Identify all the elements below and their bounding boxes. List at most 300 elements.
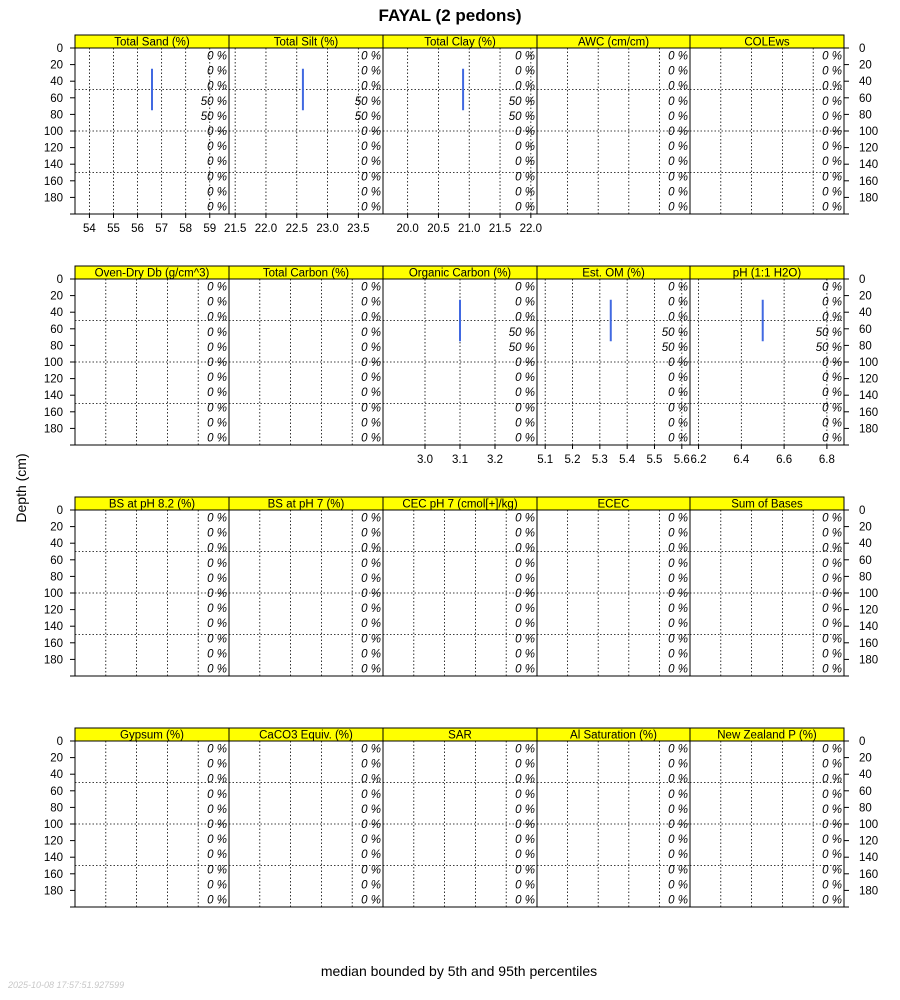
panel-18-pct-label: 0 % [668, 894, 688, 907]
panel-19-pct-label: 0 % [822, 803, 842, 816]
panel-2-x-tick-label: 21.5 [488, 223, 512, 235]
panel-12-pct-label: 0 % [515, 603, 535, 616]
panel-8-x-tick-label: 5.6 [673, 454, 690, 466]
panel-11-pct-label: 0 % [361, 648, 381, 661]
panel-18-pct-label: 0 % [668, 879, 688, 892]
y-axis-label: Depth (cm) [13, 453, 29, 523]
panel-2-x-tick-label: 20.0 [396, 223, 419, 235]
panel-0-x-tick-label: 54 [83, 223, 96, 235]
panel-12-pct-label: 0 % [515, 572, 535, 585]
panel-1-pct-label: 0 % [361, 171, 381, 184]
right-y-tick-label: 160 [859, 175, 879, 188]
left-y-tick-label: 80 [50, 109, 63, 122]
panel-5-pct-label: 0 % [207, 296, 227, 309]
left-y-tick-label: 60 [50, 323, 63, 336]
panel-8-pct-label: 0 % [668, 296, 688, 309]
right-y-tick-label: 180 [859, 654, 879, 667]
panel-9-pct-label: 0 % [822, 311, 842, 324]
panel-6-pct-label: 0 % [361, 357, 381, 369]
panel-4-pct-label: 0 % [822, 110, 842, 123]
panel-8-pct-label: 0 % [668, 281, 688, 294]
panel-grid [44, 35, 878, 907]
panel-17-pct-label: 0 % [515, 849, 535, 862]
right-y-tick-label: 0 [859, 736, 866, 748]
panel-8-x-tick-label: 5.1 [537, 454, 554, 466]
panel-5-pct-label: 0 % [207, 387, 227, 400]
panel-14-pct-label: 0 % [822, 542, 842, 555]
panel-14-pct-label: 0 % [822, 557, 842, 570]
panel-6-strip-label: Total Carbon (%) [262, 267, 350, 280]
panel-7-pct-label: 0 % [515, 417, 535, 430]
panel-9-pct-label: 0 % [822, 432, 842, 445]
right-y-tick-label: 100 [859, 588, 879, 600]
panel-1-strip-label: Total Silt (%) [273, 36, 339, 49]
panel-11-pct-label: 0 % [361, 557, 381, 570]
panel-9-pct-label: 50 % [815, 341, 842, 354]
panel-10-pct-label: 0 % [207, 527, 227, 540]
panel-14-pct-label: 0 % [822, 588, 842, 600]
panel-11-pct-label: 0 % [361, 527, 381, 540]
panel-5-pct-label: 0 % [207, 402, 227, 415]
panel-4-pct-label: 0 % [822, 141, 842, 154]
right-y-tick-label: 40 [859, 307, 872, 320]
right-y-tick-label: 160 [859, 868, 879, 881]
panel-16-pct-label: 0 % [361, 879, 381, 892]
panel-9-pct-label: 0 % [822, 402, 842, 415]
panel-2-pct-label: 0 % [515, 156, 535, 169]
panel-7-pct-label: 0 % [515, 372, 535, 385]
right-y-tick-label: 180 [859, 885, 879, 898]
left-y-tick-label: 100 [43, 357, 63, 369]
panel-8-pct-label: 0 % [668, 387, 688, 400]
panel-3-pct-label: 0 % [668, 186, 688, 199]
panel-13-pct-label: 0 % [668, 618, 688, 631]
panel-12-pct-label: 0 % [515, 527, 535, 540]
panel-8-pct-label: 0 % [668, 432, 688, 445]
panel-12-pct-label: 0 % [515, 588, 535, 600]
panel-2-pct-label: 0 % [515, 65, 535, 78]
panel-1-pct-label: 0 % [361, 126, 381, 138]
panel-9-pct-label: 0 % [822, 417, 842, 430]
panel-15-pct-label: 0 % [207, 788, 227, 801]
panel-13-pct-label: 0 % [668, 603, 688, 616]
panel-11-pct-label: 0 % [361, 588, 381, 600]
panel-12-pct-label: 0 % [515, 633, 535, 646]
right-y-tick-label: 120 [859, 604, 879, 617]
panel-11-strip-label: BS at pH 7 (%) [267, 498, 345, 511]
right-y-tick-label: 0 [859, 43, 866, 55]
panel-1-pct-label: 0 % [361, 201, 381, 214]
panel-15-pct-label: 0 % [207, 819, 227, 831]
panel-2-x-tick-label: 21.0 [458, 223, 481, 235]
left-y-tick-label: 80 [50, 340, 63, 353]
panel-10-pct-label: 0 % [207, 633, 227, 646]
panel-0-pct-label: 0 % [207, 50, 227, 63]
panel-14-pct-label: 0 % [822, 663, 842, 676]
right-y-tick-label: 80 [859, 802, 872, 815]
panel-10-pct-label: 0 % [207, 618, 227, 631]
panel-17-pct-label: 0 % [515, 834, 535, 847]
panel-13-pct-label: 0 % [668, 588, 688, 600]
panel-19-strip-label: New Zealand P (%) [717, 729, 817, 742]
panel-2-pct-label: 0 % [515, 141, 535, 154]
panel-3-pct-label: 0 % [668, 50, 688, 63]
panel-7-pct-label: 0 % [515, 281, 535, 294]
panel-0-strip-label: Total Sand (%) [114, 36, 190, 49]
panel-8-pct-label: 0 % [668, 417, 688, 430]
panel-18-pct-label: 0 % [668, 758, 688, 771]
left-y-tick-label: 20 [50, 59, 63, 72]
panel-16-pct-label: 0 % [361, 849, 381, 862]
left-y-tick-label: 100 [43, 126, 63, 138]
left-y-tick-label: 180 [43, 192, 63, 205]
panel-3-pct-label: 0 % [668, 141, 688, 154]
panel-5-pct-label: 0 % [207, 341, 227, 354]
panel-7-pct-label: 0 % [515, 296, 535, 309]
panel-19-pct-label: 0 % [822, 758, 842, 771]
panel-14-pct-label: 0 % [822, 603, 842, 616]
panel-1-x-tick-label: 22.5 [285, 223, 308, 235]
panel-16-pct-label: 0 % [361, 803, 381, 816]
panel-2-pct-label: 0 % [515, 50, 535, 63]
panel-16-pct-label: 0 % [361, 834, 381, 847]
panel-8-pct-label: 0 % [668, 311, 688, 324]
panel-0-x-tick-label: 55 [107, 223, 120, 235]
panel-14-pct-label: 0 % [822, 512, 842, 525]
left-y-tick-label: 120 [43, 604, 63, 617]
panel-18-pct-label: 0 % [668, 819, 688, 831]
left-y-tick-label: 80 [50, 571, 63, 584]
left-y-tick-label: 100 [43, 819, 63, 831]
panel-2-pct-label: 50 % [508, 95, 535, 108]
panel-13-pct-label: 0 % [668, 648, 688, 661]
panel-13-pct-label: 0 % [668, 633, 688, 646]
panel-7-pct-label: 0 % [515, 387, 535, 400]
panel-10-pct-label: 0 % [207, 512, 227, 525]
panel-2-strip-label: Total Clay (%) [424, 36, 496, 49]
panel-10-pct-label: 0 % [207, 542, 227, 555]
panel-0-pct-label: 0 % [207, 156, 227, 169]
panel-6-pct-label: 0 % [361, 311, 381, 324]
panel-0-pct-label: 50 % [200, 110, 227, 123]
panel-0-pct-label: 0 % [207, 186, 227, 199]
panel-1-pct-label: 0 % [361, 80, 381, 93]
panel-14-strip-label: Sum of Bases [731, 498, 803, 511]
panel-4-pct-label: 0 % [822, 171, 842, 184]
right-y-tick-label: 80 [859, 109, 872, 122]
left-y-tick-label: 140 [43, 852, 63, 865]
panel-6-pct-label: 0 % [361, 341, 381, 354]
panel-3-pct-label: 0 % [668, 156, 688, 169]
panel-16-pct-label: 0 % [361, 743, 381, 756]
panel-1-x-tick-label: 21.5 [223, 223, 247, 235]
panel-15-pct-label: 0 % [207, 864, 227, 877]
panel-12-pct-label: 0 % [515, 557, 535, 570]
panel-15-strip-label: Gypsum (%) [120, 729, 184, 742]
right-y-tick-label: 0 [859, 274, 866, 286]
panel-9-pct-label: 0 % [822, 357, 842, 369]
panel-18-pct-label: 0 % [668, 849, 688, 862]
right-y-tick-label: 80 [859, 340, 872, 353]
panel-11-pct-label: 0 % [361, 542, 381, 555]
panel-3-pct-label: 0 % [668, 171, 688, 184]
panel-9-pct-label: 0 % [822, 281, 842, 294]
left-y-tick-label: 0 [56, 274, 63, 286]
panel-8-x-tick-label: 5.3 [591, 454, 608, 466]
panel-0-pct-label: 0 % [207, 80, 227, 93]
panel-16-pct-label: 0 % [361, 819, 381, 831]
panel-7-pct-label: 0 % [515, 357, 535, 369]
panel-0-pct-label: 50 % [200, 95, 227, 108]
panel-11-pct-label: 0 % [361, 603, 381, 616]
panel-7-x-tick-label: 3.0 [417, 454, 433, 466]
panel-19-pct-label: 0 % [822, 788, 842, 801]
panel-10-pct-label: 0 % [207, 557, 227, 570]
panel-6-pct-label: 0 % [361, 432, 381, 445]
panel-9-pct-label: 0 % [822, 387, 842, 400]
left-y-tick-label: 180 [43, 423, 63, 436]
panel-17-pct-label: 0 % [515, 803, 535, 816]
panel-0-x-tick-label: 57 [155, 223, 169, 235]
right-y-tick-label: 160 [859, 637, 879, 650]
left-y-tick-label: 140 [43, 159, 63, 172]
panel-12-strip-label: CEC pH 7 (cmol[+]/kg) [402, 498, 518, 511]
panel-8-x-tick-label: 5.5 [646, 454, 663, 466]
panel-16-pct-label: 0 % [361, 773, 381, 786]
panel-8-pct-label: 50 % [661, 341, 688, 354]
x-axis-label: median bounded by 5th and 95th percentiles [320, 963, 598, 979]
panel-15-pct-label: 0 % [207, 758, 227, 771]
panel-18-pct-label: 0 % [668, 773, 688, 786]
left-y-tick-label: 40 [50, 307, 63, 320]
left-y-tick-label: 160 [43, 406, 63, 419]
panel-13-pct-label: 0 % [668, 572, 688, 585]
panel-9-pct-label: 0 % [822, 296, 842, 309]
panel-0-x-tick-label: 58 [179, 223, 193, 235]
panel-8-pct-label: 0 % [668, 372, 688, 385]
left-y-tick-label: 100 [43, 588, 63, 600]
panel-8-pct-label: 50 % [661, 326, 688, 339]
left-y-tick-label: 120 [43, 835, 63, 848]
right-y-tick-label: 140 [859, 621, 879, 634]
left-y-tick-label: 40 [50, 538, 63, 551]
panel-1-pct-label: 50 % [354, 110, 381, 123]
panel-2-x-tick-label: 22.0 [519, 223, 543, 235]
panel-15-pct-label: 0 % [207, 834, 227, 847]
panel-7-pct-label: 50 % [508, 326, 535, 339]
panel-15-pct-label: 0 % [207, 773, 227, 786]
panel-9-pct-label: 0 % [822, 372, 842, 385]
panel-14-pct-label: 0 % [822, 572, 842, 585]
left-y-tick-label: 120 [43, 373, 63, 386]
panel-4-pct-label: 0 % [822, 65, 842, 78]
panel-3-pct-label: 0 % [668, 110, 688, 123]
left-y-tick-label: 60 [50, 92, 63, 105]
panel-0-x-tick-label: 59 [203, 223, 217, 235]
panel-6-pct-label: 0 % [361, 387, 381, 400]
panel-1-x-tick-label: 23.0 [316, 223, 339, 235]
panel-1-x-tick-label: 22.0 [254, 223, 278, 235]
left-y-tick-label: 60 [50, 554, 63, 567]
right-y-tick-label: 180 [859, 423, 879, 436]
panel-9-strip-label: pH (1:1 H2O) [732, 267, 802, 280]
panel-15-pct-label: 0 % [207, 803, 227, 816]
right-y-tick-label: 20 [859, 59, 872, 72]
panel-4-pct-label: 0 % [822, 50, 842, 63]
panel-4-pct-label: 0 % [822, 80, 842, 93]
panel-17-pct-label: 0 % [515, 758, 535, 771]
left-y-tick-label: 180 [43, 654, 63, 667]
left-y-tick-label: 40 [50, 769, 63, 782]
panel-10-pct-label: 0 % [207, 663, 227, 676]
panel-8-x-tick-label: 5.4 [619, 454, 636, 466]
panel-11-pct-label: 0 % [361, 572, 381, 585]
panel-17-pct-label: 0 % [515, 864, 535, 877]
panel-16-pct-label: 0 % [361, 758, 381, 771]
panel-8-pct-label: 0 % [668, 357, 688, 369]
panel-1-pct-label: 0 % [361, 141, 381, 154]
panel-2-pct-label: 0 % [515, 171, 535, 184]
panel-13-pct-label: 0 % [668, 527, 688, 540]
panel-7-x-tick-label: 3.1 [452, 454, 468, 466]
panel-2-pct-label: 0 % [515, 80, 535, 93]
panel-10-pct-label: 0 % [207, 572, 227, 585]
panel-0-pct-label: 0 % [207, 171, 227, 184]
panel-16-pct-label: 0 % [361, 894, 381, 907]
right-y-tick-label: 140 [859, 852, 879, 865]
right-y-tick-label: 40 [859, 76, 872, 89]
panel-3-pct-label: 0 % [668, 95, 688, 108]
panel-5-pct-label: 0 % [207, 311, 227, 324]
right-y-tick-label: 100 [859, 819, 879, 831]
panel-2-pct-label: 50 % [508, 110, 535, 123]
panel-7-strip-label: Organic Carbon (%) [408, 267, 512, 280]
panel-15-pct-label: 0 % [207, 849, 227, 862]
right-y-tick-label: 120 [859, 373, 879, 386]
panel-16-pct-label: 0 % [361, 864, 381, 877]
panel-12-pct-label: 0 % [515, 663, 535, 676]
panel-0-pct-label: 0 % [207, 201, 227, 214]
left-y-tick-label: 0 [56, 505, 63, 517]
panel-19-pct-label: 0 % [822, 849, 842, 862]
panel-18-strip-label: Al Saturation (%) [570, 729, 657, 742]
panel-7-pct-label: 0 % [515, 311, 535, 324]
panel-13-pct-label: 0 % [668, 557, 688, 570]
left-y-tick-label: 0 [56, 736, 63, 748]
panel-3-pct-label: 0 % [668, 65, 688, 78]
panel-4-pct-label: 0 % [822, 201, 842, 214]
right-y-tick-label: 60 [859, 554, 872, 567]
panel-6-pct-label: 0 % [361, 281, 381, 294]
panel-13-pct-label: 0 % [668, 512, 688, 525]
right-y-tick-label: 20 [859, 521, 872, 534]
panel-19-pct-label: 0 % [822, 743, 842, 756]
left-y-tick-label: 120 [43, 142, 63, 155]
right-y-tick-label: 120 [859, 835, 879, 848]
panel-3-pct-label: 0 % [668, 126, 688, 138]
right-y-tick-label: 180 [859, 192, 879, 205]
right-y-tick-label: 120 [859, 142, 879, 155]
panel-19-pct-label: 0 % [822, 819, 842, 831]
right-y-tick-label: 40 [859, 769, 872, 782]
panel-15-pct-label: 0 % [207, 894, 227, 907]
timestamp: 2025-10-08 17:57:51.927599 [8, 980, 125, 990]
panel-18-pct-label: 0 % [668, 743, 688, 756]
right-y-tick-label: 160 [859, 406, 879, 419]
panel-17-pct-label: 0 % [515, 894, 535, 907]
panel-1-pct-label: 0 % [361, 156, 381, 169]
panel-11-pct-label: 0 % [361, 512, 381, 525]
panel-2-x-tick-label: 20.5 [427, 223, 450, 235]
left-y-tick-label: 140 [43, 621, 63, 634]
panel-19-pct-label: 0 % [822, 834, 842, 847]
panel-10-pct-label: 0 % [207, 588, 227, 600]
left-y-tick-label: 160 [43, 868, 63, 881]
panel-9-pct-label: 50 % [815, 326, 842, 339]
panel-0-pct-label: 0 % [207, 65, 227, 78]
panel-1-pct-label: 0 % [361, 186, 381, 199]
panel-14-pct-label: 0 % [822, 618, 842, 631]
panel-6-pct-label: 0 % [361, 372, 381, 385]
panel-19-pct-label: 0 % [822, 864, 842, 877]
right-y-tick-label: 60 [859, 785, 872, 798]
panel-11-pct-label: 0 % [361, 633, 381, 646]
panel-9-x-tick-label: 6.6 [776, 454, 793, 466]
panel-18-pct-label: 0 % [668, 864, 688, 877]
panel-0-pct-label: 0 % [207, 141, 227, 154]
panel-2-pct-label: 0 % [515, 201, 535, 214]
left-y-tick-label: 160 [43, 637, 63, 650]
panel-6-pct-label: 0 % [361, 402, 381, 415]
panel-6-pct-label: 0 % [361, 296, 381, 309]
panel-18-pct-label: 0 % [668, 788, 688, 801]
left-y-tick-label: 180 [43, 885, 63, 898]
panel-12-pct-label: 0 % [515, 618, 535, 631]
panel-12-pct-label: 0 % [515, 648, 535, 661]
panel-5-pct-label: 0 % [207, 417, 227, 430]
panel-7-pct-label: 50 % [508, 341, 535, 354]
left-y-tick-label: 20 [50, 521, 63, 534]
panel-11-pct-label: 0 % [361, 663, 381, 676]
right-y-tick-label: 140 [859, 390, 879, 403]
panel-13-pct-label: 0 % [668, 663, 688, 676]
panel-10-pct-label: 0 % [207, 648, 227, 661]
panel-0-pct-label: 0 % [207, 126, 227, 138]
panel-5-pct-label: 0 % [207, 326, 227, 339]
panel-8-strip-label: Est. OM (%) [582, 267, 645, 280]
panel-19-pct-label: 0 % [822, 773, 842, 786]
left-y-tick-label: 20 [50, 752, 63, 765]
panel-15-pct-label: 0 % [207, 879, 227, 892]
chart-title: FAYAL (2 pedons) [378, 6, 522, 25]
panel-18-pct-label: 0 % [668, 834, 688, 847]
panel-3-pct-label: 0 % [668, 80, 688, 93]
panel-10-strip-label: BS at pH 8.2 (%) [108, 498, 196, 511]
panel-5-pct-label: 0 % [207, 432, 227, 445]
panel-15-pct-label: 0 % [207, 743, 227, 756]
panel-14-pct-label: 0 % [822, 648, 842, 661]
panel-0-x-tick-label: 56 [131, 223, 144, 235]
panel-9-x-tick-label: 6.2 [690, 454, 707, 466]
panel-2-pct-label: 0 % [515, 186, 535, 199]
left-y-tick-label: 80 [50, 802, 63, 815]
panel-4-pct-label: 0 % [822, 95, 842, 108]
panel-14-pct-label: 0 % [822, 527, 842, 540]
panel-8-pct-label: 0 % [668, 402, 688, 415]
panel-14-pct-label: 0 % [822, 633, 842, 646]
left-y-tick-label: 20 [50, 290, 63, 303]
panel-19-pct-label: 0 % [822, 879, 842, 892]
